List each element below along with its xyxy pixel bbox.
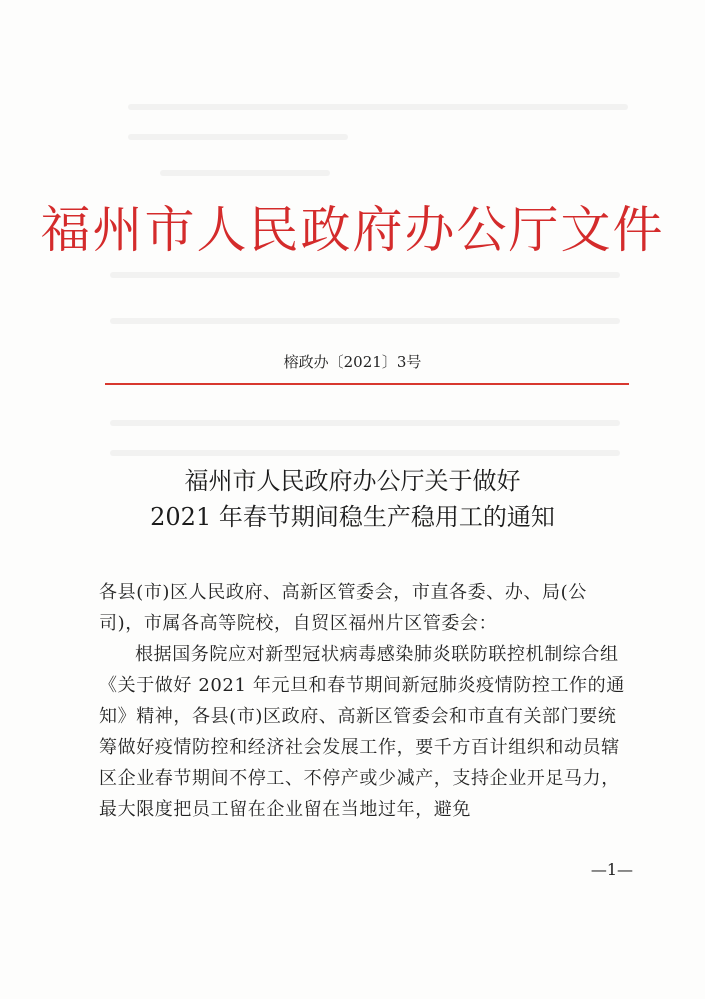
bleed-through-mark — [160, 170, 330, 176]
bleed-through-mark — [110, 450, 620, 456]
header-divider — [105, 383, 629, 385]
body-paragraph: 根据国务院应对新型冠状病毒感染肺炎联防联控机制综合组《关于做好 2021 年元旦和春节期间新冠肺炎疫情防控工作的通知》精神，各县(市)区政府、高新区管委会和市直有关部门要统筹做好疫情防控和经济社会发展工作，要千方百计组织和动员辖区企业春节期间不停工、不停产或少减产，支持企业开足马力，最大限度把员工留在企业留在当地过年，避免 — [99, 644, 625, 820]
bleed-through-mark — [110, 420, 620, 426]
bleed-through-mark — [110, 318, 620, 324]
bleed-through-mark — [110, 272, 620, 278]
issuer-title: 福州市人民政府办公厅文件 — [40, 201, 665, 259]
addressee-paragraph: 各县(市)区人民政府、高新区管委会，市直各委、办、局(公司)，市属各高等院校，自贸区福州片区管委会： — [99, 582, 587, 634]
bleed-through-mark — [128, 104, 628, 110]
page-number: —1— — [590, 860, 633, 879]
document-title-line-2: 2021 年春节期间稳生产稳用工的通知 — [150, 503, 555, 531]
document-title-line-1: 福州市人民政府办公厅关于做好 — [184, 467, 521, 495]
document-number: 榕政办〔2021〕3号 — [283, 353, 422, 371]
document-body — [99, 577, 629, 825]
bleed-through-mark — [128, 134, 348, 140]
document-title — [0, 463, 705, 535]
